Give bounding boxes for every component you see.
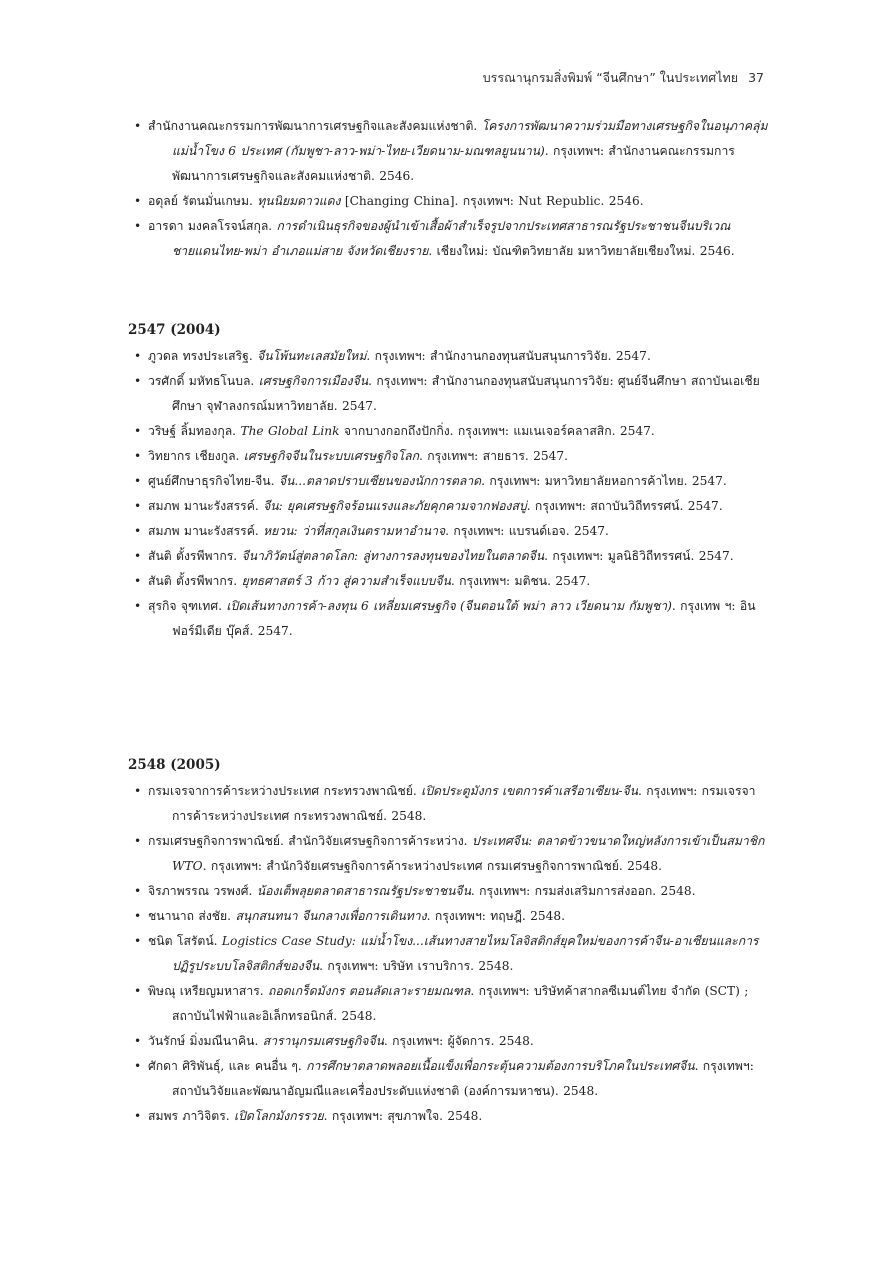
entry-publication: . กรุงเทพฯ: กรมส่งเสริมการส่งออก. 2548. xyxy=(470,884,696,898)
bibliography-entry xyxy=(128,979,770,1029)
entry-title: ทุนนิยมดาวแดง xyxy=(257,194,341,208)
entry-author: จิรภาพรรณ วรพงศ์. xyxy=(148,884,257,898)
entry-author: วริษฐ์ ลิ้มทองกุล. xyxy=(148,424,241,438)
entry-author: กรมเศรษฐกิจการพาณิชย์. สำนักวิจัยเศรษฐกิจการค้าระหว่าง. xyxy=(148,834,472,848)
entry-publication: . กรุงเทพฯ: ผู้จัดการ. 2548. xyxy=(383,1034,534,1048)
entry-author: ศักดา ศิริพันธุ์, และ คนอื่น ๆ. xyxy=(148,1059,307,1073)
running-title: บรรณานุกรมสิ่งพิมพ์ “จีนศึกษา” ในประเทศไทย xyxy=(482,70,739,85)
bibliography-entry xyxy=(128,214,770,264)
entry-publication: . กรุงเทพฯ: สายธาร. 2547. xyxy=(418,449,569,463)
entry-title: โครงการพัฒนาความร่วมมือทางเศรษฐกิจในอนุภาคลุ่มแม่น้ำโขง 6 ประเทศ (กัมพูชา-ลาว-พม่า-ไทย-เวียดนาม-มณฑลยูนนาน) xyxy=(172,119,768,158)
bibliography-entry xyxy=(128,519,770,544)
entry-title: จีน...ตลาดปราบเซียนของนักการตลาด xyxy=(278,474,482,488)
bibliography-entry xyxy=(128,189,770,214)
bibliography-entry xyxy=(128,1029,770,1054)
bibliography-entry xyxy=(128,594,770,644)
entry-publication: . กรุงเทพฯ: มติชน. 2547. xyxy=(450,574,591,588)
bibliography-entry xyxy=(128,419,770,444)
entry-publication: . กรุงเทพฯ: บริษัทค้าสากลซีเมนต์ไทย จำกัด (SCT) ; สถาบันไฟฟ้าและอิเล็กทรอนิกส์. 2548. xyxy=(172,984,749,1023)
page-number: 37 xyxy=(748,70,764,85)
bibliography-entry xyxy=(128,544,770,569)
entry-author: ชนานาถ ส่งชัย. xyxy=(148,909,236,923)
bibliography-entry xyxy=(128,1054,770,1104)
entry-publication: . กรุงเทพฯ: แบรนด์เอจ. 2547. xyxy=(445,524,609,538)
entry-title: เปิดโลกมังกรรวย xyxy=(234,1109,324,1123)
entry-title: เปิดเส้นทางการค้า-ลงทุน 6 เหลี่ยมเศรษฐกิจ (จีนตอนใต้ พม่า ลาว เวียดนาม กัมพูชา) xyxy=(226,599,672,613)
entry-publication: จากบางกอกถึงปักกิ่ง. กรุงเทพฯ: แมเนเจอร์คลาสสิก. 2547. xyxy=(339,424,655,438)
bibliography-entry xyxy=(128,569,770,594)
bibliography-entry xyxy=(128,779,770,829)
bibliography-entry xyxy=(128,904,770,929)
entry-publication: . กรุงเทพฯ: กรมเจรจาการค้าระหว่างประเทศ กระทรวงพาณิชย์. 2548. xyxy=(172,784,756,823)
running-header xyxy=(483,68,764,88)
entry-title: เศรษฐกิจจีนในระบบเศรษฐกิจโลก xyxy=(243,449,419,463)
bibliography-entry xyxy=(128,929,770,979)
entry-title: น้องเต็พลุยตลาดสาธารณรัฐประชาชนจีน xyxy=(256,884,471,898)
entry-title: Logistics Case Study: แม่น้ำโขง...เส้นทางสายไหมโลจิสติกส์ยุคใหม่ของการค้าจีน-อาเซียนและการปฏิรูประบบโลจิสติกส์ของจีน xyxy=(172,934,759,973)
entry-title: The Global Link xyxy=(240,424,340,438)
entry-title: ประเทศจีน: ตลาดข้าวขนาดใหญ่หลังการเข้าเป็นสมาชิก WTO xyxy=(172,834,765,873)
entry-author: สมภพ มานะรังสรรค์. xyxy=(148,499,264,513)
entry-publication: . กรุงเทพฯ: สำนักงานกองทุนสนับสนุนการวิจัย: ศูนย์จีนศึกษา สถาบันเอเชียศึกษา จุฬาลงกรณ์มหาวิทยาลัย. 2547. xyxy=(172,374,760,413)
bibliography-entry xyxy=(128,114,770,189)
bibliography-entry xyxy=(128,369,770,419)
bibliography-list xyxy=(128,779,770,1129)
entry-publication: [Changing China]. กรุงเทพฯ: Nut Republic. 2546. xyxy=(340,194,644,208)
entry-publication: . เชียงใหม่: บัณฑิตวิทยาลัย มหาวิทยาลัยเชียงใหม่. 2546. xyxy=(428,244,735,258)
bibliography-entry xyxy=(128,1104,770,1129)
entry-title: การดำเนินธุรกิจของผู้นำเข้าเสื้อผ้าสำเร็จรูปจากประเทศสาธารณรัฐประชาชนจีนบริเวณชายแดนไทย-พม่า อำเภอแม่สาย จังหวัดเชียงราย xyxy=(172,219,731,258)
entry-title: จีน: ยุคเศรษฐกิจร้อนแรงและภัยคุกคามจากฟองสบู่ xyxy=(263,499,527,513)
bibliography-entry xyxy=(128,469,770,494)
entry-author: วิทยากร เชียงกูล. xyxy=(148,449,244,463)
entry-publication: . กรุงเทพฯ: สถาบันวิถีทรรศน์. 2547. xyxy=(526,499,723,513)
entry-author: สมภพ มานะรังสรรค์. xyxy=(148,524,264,538)
entry-publication: . กรุงเทพฯ: สำนักงานกองทุนสนับสนุนการวิจัย. 2547. xyxy=(366,349,651,363)
entry-title: ยุทธศาสตร์ 3 ก้าว สู่ความสำเร็จแบบจีน xyxy=(241,574,451,588)
bibliography-list xyxy=(128,344,770,644)
bibliography-entry xyxy=(128,344,770,369)
entry-title: สารานุกรมเศรษฐกิจจีน xyxy=(262,1034,384,1048)
entry-publication: . กรุงเทพฯ: มูลนิธิวิถีทรรศน์. 2547. xyxy=(544,549,734,563)
entry-author: กรมเจรจาการค้าระหว่างประเทศ กระทรวงพาณิชย์. xyxy=(148,784,422,798)
entry-title: หยวน: ว่าที่สกุลเงินตรามหาอำนาจ xyxy=(263,524,446,538)
entry-publication: . กรุงเทพฯ: สถาบันวิจัยและพัฒนาอัญมณีและเครื่องประดับแห่งชาติ (องค์การมหาชน). 2548. xyxy=(172,1059,754,1098)
entry-title: เปิดประตูมังกร เขตการค้าเสรีอาเซียน-จีน xyxy=(421,784,638,798)
entry-author: วันรักษ์ มิ่งมณีนาคิน. xyxy=(148,1034,263,1048)
entry-publication: . กรุงเทพฯ: สำนักวิจัยเศรษฐกิจการค้าระหว่างประเทศ กรมเศรษฐกิจการพาณิชย์. 2548. xyxy=(202,859,663,873)
entry-publication: . กรุงเทพฯ: สำนักงานคณะกรรมการพัฒนาการเศรษฐกิจและสังคมแห่งชาติ. 2546. xyxy=(172,144,735,183)
entry-author: สมพร ภาวิจิตร. xyxy=(148,1109,234,1123)
entry-publication: . กรุงเทพฯ: ทฤษฎี. 2548. xyxy=(426,909,566,923)
entry-author: สำนักงานคณะกรรมการพัฒนาการเศรษฐกิจและสังคมแห่งชาติ. xyxy=(148,119,482,133)
section-2548 xyxy=(128,755,770,1129)
section-2547 xyxy=(128,320,770,644)
entry-author: ชนิต โสรัตน์. xyxy=(148,934,222,948)
bibliography-entry xyxy=(128,829,770,879)
entry-author: สุรกิจ จุฑเทศ. xyxy=(148,599,227,613)
bibliography-list xyxy=(128,114,770,264)
entry-author: สันติ ตั้งรพีพากร. xyxy=(148,549,242,563)
entry-publication: . กรุงเทพ ฯ: อินฟอร์มีเดีย บุ๊คส์. 2547. xyxy=(172,599,756,638)
bibliography-entry xyxy=(128,444,770,469)
entry-title: ถอดเกร็ดมังกร ตอนลัดเลาะรายมณฑล xyxy=(268,984,471,998)
entry-title: สนุกสนทนา จีนกลางเพื่อการเดินทาง xyxy=(235,909,427,923)
entry-title: จีนาภิวัตน์สู่ตลาดโลก: ลู่ทางการลงทุนของไทยในตลาดจีน xyxy=(241,549,545,563)
entry-author: สันติ ตั้งรพีพากร. xyxy=(148,574,242,588)
entry-author: อารดา มงคลโรจน์สกุล. xyxy=(148,219,277,233)
entry-title: การศึกษาตลาดพลอยเนื้อแข็งเพื่อกระตุ้นความต้องการบริโภคในประเทศจีน xyxy=(306,1059,695,1073)
entry-publication: . กรุงเทพฯ: สุขภาพใจ. 2548. xyxy=(323,1109,483,1123)
entry-publication: . กรุงเทพฯ: มหาวิทยาลัยหอการค้าไทย. 2547. xyxy=(481,474,727,488)
entry-title: จีนโพ้นทะเลสมัยใหม่ xyxy=(257,349,367,363)
bibliography-entry xyxy=(128,494,770,519)
entry-author: พิษณุ เหรียญมหาสาร. xyxy=(148,984,269,998)
section-2546-continued xyxy=(128,114,770,264)
entry-author: อดุลย์ รัตนมั่นเกษม. xyxy=(148,194,258,208)
entry-title: เศรษฐกิจการเมืองจีน xyxy=(258,374,369,388)
entry-author: วรศักดิ์ มหัทธโนบล. xyxy=(148,374,259,388)
entry-publication: . กรุงเทพฯ: บริษัท เราบริการ. 2548. xyxy=(319,959,514,973)
entry-author: ศูนย์ศึกษาธุรกิจไทย-จีน. xyxy=(148,474,279,488)
entry-author: ภูวดล ทรงประเสริฐ. xyxy=(148,349,258,363)
year-heading: 2547 (2004) xyxy=(128,322,221,338)
year-heading: 2548 (2005) xyxy=(128,757,221,773)
bibliography-entry xyxy=(128,879,770,904)
